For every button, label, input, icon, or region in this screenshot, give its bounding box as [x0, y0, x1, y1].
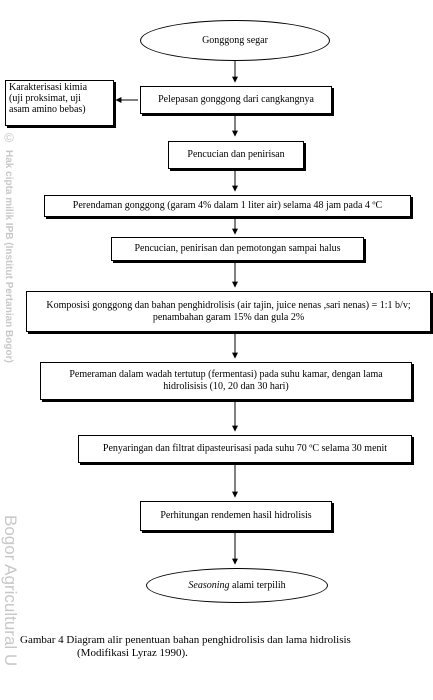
side-note-line3: asam amino bebas) [9, 104, 86, 115]
start-node-label: Gonggong segar [202, 34, 268, 46]
caption-line2: (Modifikasi Lyraz 1990). [77, 647, 188, 659]
end-node-label [188, 580, 285, 592]
step-3-label: Perendaman gonggong (garam 4% dalam 1 liter air) selama 48 jam pada 4 ºC [72, 200, 383, 211]
step-6-fermentation [40, 362, 412, 400]
start-node [140, 20, 330, 61]
step-1-label: Pelepasan gonggong dari cangkangnya [158, 94, 314, 105]
side-note-chemical-characterization [5, 80, 114, 126]
end-node-rest: alami terpilih [229, 579, 286, 591]
step-5-line2: penambahan garam 15% dan gula 2% [152, 311, 305, 323]
figure-caption [20, 634, 420, 660]
step-5-composition [26, 291, 431, 332]
watermark-university-text: Bogor Agricultural U [1, 515, 20, 667]
step-5-line1: Komposisi gonggong dan bahan penghidrolisis (air tajin, juice nenas ,sari nenas) = 1:1 b/v; [46, 299, 411, 311]
step-6-line1: Pemeraman dalam wadah tertutup (fermentasi) pada suhu kamar, dengan lama [69, 369, 383, 380]
step-3-soaking [44, 195, 411, 217]
step-6-line2: hidrolisisis (10, 20 dan 30 hari) [163, 381, 289, 392]
step-8-yield-calculation [140, 501, 332, 531]
step-7-label: Penyaringan dan filtrat dipasteurisasi pada suhu 70 ºC selama 30 menit [102, 443, 388, 454]
step-8-label: Perhitungan rendemen hasil hidrolisis [160, 510, 312, 521]
watermark-copyright-text: Hak cipta milik IPB (Institut Pertanian Bogor) [3, 150, 14, 363]
step-4-label: Pencucian, penirisan dan pemotongan sampai halus [134, 243, 341, 254]
step-2-label: Pencucian dan penirisan [187, 149, 285, 160]
side-note-line1: Karakterisasi kimia [9, 82, 88, 93]
step-2-wash-drain [168, 141, 304, 169]
end-node [146, 568, 328, 603]
step-7-filter-pasteurize [78, 435, 412, 463]
copyright-symbol: © [4, 130, 14, 145]
end-node-italic: Seasoning [188, 579, 230, 591]
step-4-wash-cut [111, 237, 364, 261]
step-1-shell-removal [140, 86, 332, 114]
caption-line1: Gambar 4 Diagram alir penentuan bahan penghidrolisis dan lama hidrolisis [20, 634, 351, 646]
side-note-line2: (uji proksimat, uji [9, 93, 81, 104]
